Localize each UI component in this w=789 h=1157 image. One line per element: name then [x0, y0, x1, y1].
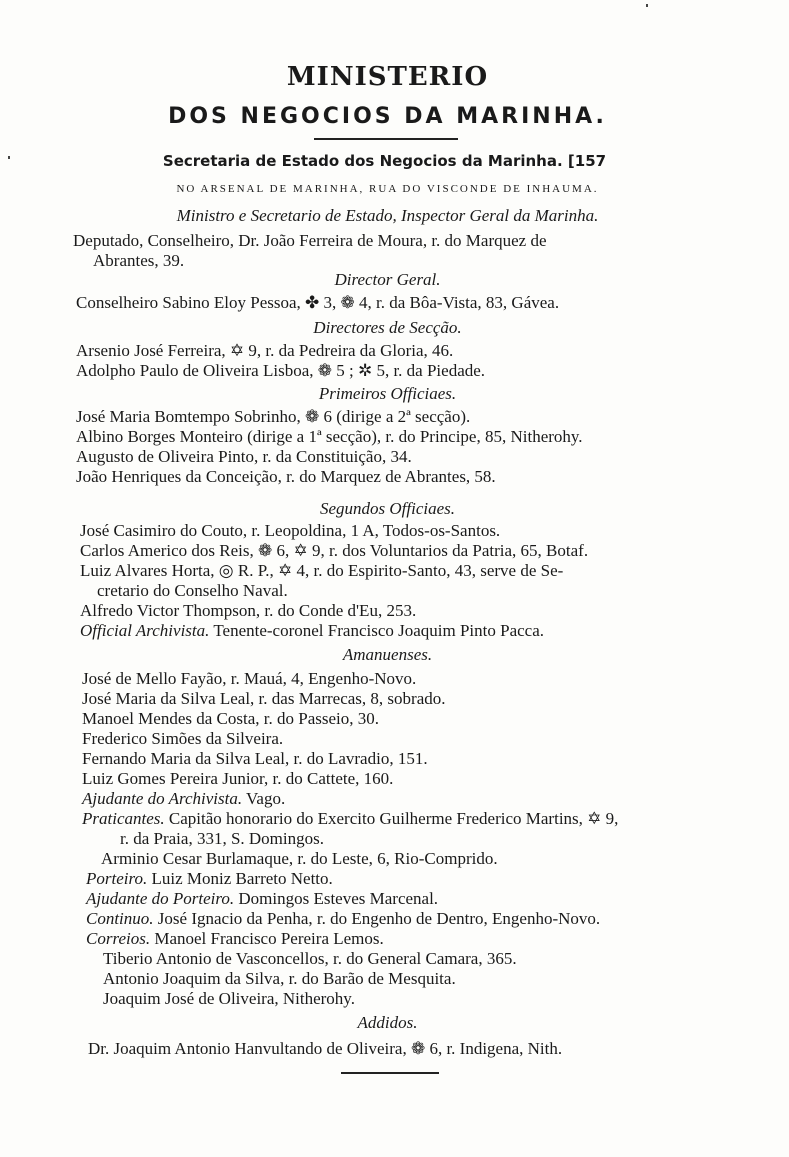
minister-heading: Ministro e Secretario de Estado, Inspector Geral da Marinha.	[176, 206, 599, 225]
heading-primeiros-officiaes: Primeiros Officiaes.	[318, 384, 457, 403]
entry-line: Alfredo Victor Thompson, r. do Conde d'Eu, 253.	[80, 601, 417, 620]
entry-line: José Maria da Silva Leal, r. das Marrecas, 8, sobrado.	[82, 689, 446, 708]
scan-speck	[646, 4, 648, 7]
entry-line: Dr. Joaquim Antonio Hanvultando de Oliveira, ❁ 6, r. Indigena, Nith.	[88, 1039, 563, 1058]
entry-line	[86, 869, 775, 889]
role-holder: Luiz Moniz Barreto Netto.	[147, 869, 333, 888]
entry-line	[86, 889, 775, 909]
entry-line	[82, 789, 775, 809]
entry-line: Luiz Gomes Pereira Junior, r. do Cattete, 160.	[82, 769, 394, 788]
entry-line: Arsenio José Ferreira, ✡ 9, r. da Pedreira da Gloria, 46.	[76, 341, 454, 360]
ministry-subtitle: DOS NEGOCIOS DA MARINHA.	[168, 104, 607, 129]
entry-line: José de Mello Fayão, r. Mauá, 4, Engenho-Novo.	[82, 669, 417, 688]
entry-line: Abrantes, 39.	[93, 251, 185, 270]
role-label: Continuo.	[86, 909, 154, 928]
entry-line: Arminio Cesar Burlamaque, r. do Leste, 6, Rio-Comprido.	[101, 849, 498, 868]
entry-line: Manoel Mendes da Costa, r. do Passeio, 30.	[82, 709, 379, 728]
entry-line: Augusto de Oliveira Pinto, r. da Constituição, 34.	[76, 447, 412, 466]
heading-addidos: Addidos.	[357, 1013, 418, 1032]
footer-rule	[341, 1072, 439, 1074]
role-holder: Vago.	[242, 789, 286, 808]
entry-line: Luiz Alvares Horta, ◎ R. P., ✡ 4, r. do Espirito-Santo, 43, serve de Se-	[80, 561, 564, 580]
entry-line: José Casimiro do Couto, r. Leopoldina, 1 A, Todos-os-Santos.	[80, 521, 501, 540]
entry-line: Tiberio Antonio de Vasconcellos, r. do General Camara, 365.	[103, 949, 517, 968]
role-label: Ajudante do Archivista.	[82, 789, 243, 808]
entry-line: r. da Praia, 331, S. Domingos.	[120, 829, 324, 848]
location-line: NO ARSENAL DE MARINHA, RUA DO VISCONDE DE INHAUMA.	[176, 183, 599, 195]
header-rule	[314, 138, 458, 140]
entry-line: Fernando Maria da Silva Leal, r. do Lavradio, 151.	[82, 749, 428, 768]
role-label: Correios.	[86, 929, 151, 948]
role-label: Porteiro.	[86, 869, 148, 888]
heading-director-geral: Director Geral.	[334, 270, 441, 289]
heading-directores-seccao: Directores de Secção.	[313, 318, 462, 337]
entry-line: Albino Borges Monteiro (dirige a 1ª secção), r. do Principe, 85, Nitherohy.	[76, 427, 583, 446]
entry-line: Joaquim José de Oliveira, Nitherohy.	[103, 989, 355, 1008]
entry-line: cretario do Conselho Naval.	[97, 581, 288, 600]
role-label: Ajudante do Porteiro.	[86, 889, 235, 908]
role-label: Official Archivista.	[80, 621, 210, 640]
entry-line: Frederico Simões da Silveira.	[82, 729, 284, 748]
role-holder: Capitão honorario do Exercito Guilherme Frederico Martins, ✡ 9,	[164, 809, 619, 828]
role-label: Praticantes.	[82, 809, 165, 828]
role-holder: Manoel Francisco Pereira Lemos.	[150, 929, 384, 948]
entry-line	[86, 929, 775, 949]
entry-line: Deputado, Conselheiro, Dr. João Ferreira de Moura, r. do Marquez de	[73, 231, 547, 250]
heading-segundos-officiaes: Segundos Officiaes.	[319, 499, 456, 518]
entry-line	[86, 909, 775, 929]
entry-line: Adolpho Paulo de Oliveira Lisboa, ❁ 5 ; ✲ 5, r. da Piedade.	[76, 361, 486, 380]
heading-amanuenses: Amanuenses.	[342, 645, 433, 664]
entry-line: João Henriques da Conceição, r. do Marquez de Abrantes, 58.	[76, 467, 496, 486]
role-holder: José Ignacio da Penha, r. do Engenho de Dentro, Engenho-Novo.	[153, 909, 601, 928]
role-holder: Domingos Esteves Marcenal.	[234, 889, 439, 908]
entry-line	[80, 621, 775, 641]
ministry-title: MINISTERIO	[286, 62, 489, 92]
entry-line	[82, 809, 775, 829]
entry-line: Carlos Americo dos Reis, ❁ 6, ✡ 9, r. dos Voluntarios da Patria, 65, Botaf.	[80, 541, 589, 560]
entry-line: José Maria Bomtempo Sobrinho, ❁ 6 (dirige a 2ª secção).	[76, 407, 471, 426]
entry-line: Conselheiro Sabino Eloy Pessoa, ✤ 3, ❁ 4, r. da Bôa-Vista, 83, Gávea.	[76, 293, 560, 312]
section-title: Secretaria de Estado dos Negocios da Marinha. [157	[162, 152, 607, 170]
role-holder: Tenente-coronel Francisco Joaquim Pinto Pacca.	[209, 621, 545, 640]
entry-line: Antonio Joaquim da Silva, r. do Barão de Mesquita.	[103, 969, 456, 988]
